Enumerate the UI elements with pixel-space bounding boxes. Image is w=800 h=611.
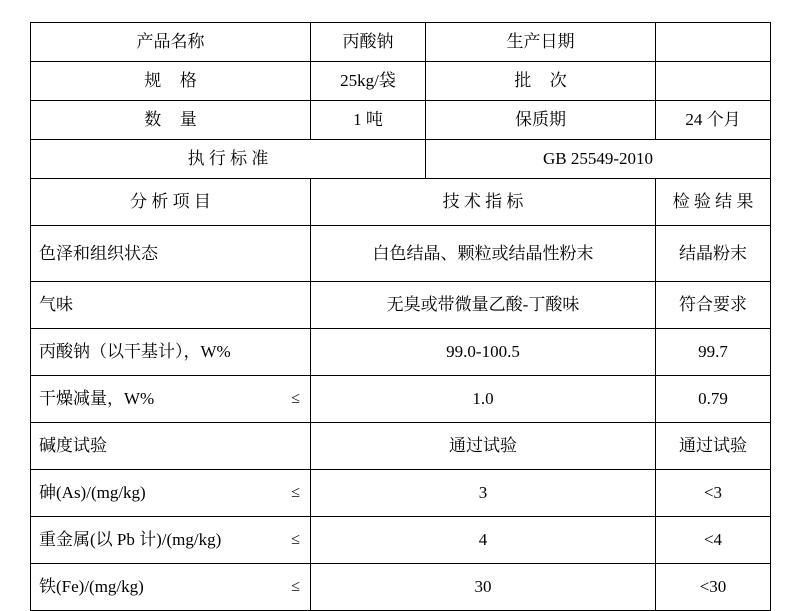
- row-result-value: 99.7: [656, 329, 771, 376]
- table-row: [31, 376, 771, 423]
- row-item-label: [31, 226, 311, 282]
- row-operator: ≤: [291, 531, 300, 548]
- table-row: [31, 23, 771, 62]
- row-operator: ≤: [291, 484, 300, 501]
- field-label-production-date: 生产日期: [426, 23, 656, 62]
- field-label-specification-text: 规 格: [144, 71, 204, 91]
- coa-table: [30, 22, 771, 611]
- table-row: [31, 226, 771, 282]
- row-spec-value: 3: [311, 470, 656, 517]
- row-item-label: [31, 423, 311, 470]
- row-spec-value: 白色结晶、颗粒或结晶性粉末: [311, 226, 656, 282]
- row-result-value: 结晶粉末: [656, 226, 771, 282]
- table-header-row: [31, 179, 771, 226]
- table-row: [31, 329, 771, 376]
- table-row: [31, 140, 771, 179]
- field-value-shelf-life: 24 个月: [656, 101, 771, 140]
- row-spec-value: 4: [311, 517, 656, 564]
- row-item-text: 气味: [39, 295, 73, 315]
- row-result-value: <4: [656, 517, 771, 564]
- row-item-label: [31, 282, 311, 329]
- field-value-production-date: [656, 23, 771, 62]
- field-value-quantity: 1 吨: [311, 101, 426, 140]
- column-header-spec: 技 术 指 标: [311, 179, 656, 226]
- row-item-text: 砷(As)/(mg/kg): [39, 483, 146, 503]
- table-row: [31, 517, 771, 564]
- row-item-label: [31, 376, 311, 423]
- field-label-quantity-text: 数 量: [144, 110, 204, 130]
- table-row: [31, 101, 771, 140]
- row-result-value: <30: [656, 564, 771, 611]
- row-item-label: [31, 564, 311, 611]
- field-value-product-name: 丙酸钠: [311, 23, 426, 62]
- table-row: [31, 423, 771, 470]
- row-item-text: 重金属(以 Pb 计)/(mg/kg): [39, 530, 222, 550]
- row-item-text: 色泽和组织状态: [39, 243, 158, 263]
- table-row: [31, 564, 771, 611]
- field-value-specification: 25kg/袋: [311, 62, 426, 101]
- field-label-standard: 执 行 标 准: [31, 140, 426, 179]
- column-header-result: 检 验 结 果: [656, 179, 771, 226]
- row-result-value: 通过试验: [656, 423, 771, 470]
- row-spec-value: 1.0: [311, 376, 656, 423]
- row-item-label: [31, 329, 311, 376]
- row-operator: ≤: [291, 390, 300, 407]
- row-operator: ≤: [291, 578, 300, 595]
- row-result-value: 符合要求: [656, 282, 771, 329]
- column-header-item: 分 析 项 目: [31, 179, 311, 226]
- row-item-text: 丙酸钠（以干基计），W%: [39, 342, 231, 362]
- field-label-batch: [426, 62, 656, 101]
- field-value-batch: [656, 62, 771, 101]
- table-row: [31, 62, 771, 101]
- row-spec-value: 无臭或带微量乙酸-丁酸味: [311, 282, 656, 329]
- row-item-text: 干燥减量，W%: [39, 389, 155, 409]
- row-spec-value: 通过试验: [311, 423, 656, 470]
- field-label-shelf-life: 保质期: [426, 101, 656, 140]
- field-label-specification: [31, 62, 311, 101]
- row-item-text: 碱度试验: [39, 436, 107, 456]
- row-result-value: <3: [656, 470, 771, 517]
- row-result-value: 0.79: [656, 376, 771, 423]
- row-item-text: 铁(Fe)/(mg/kg): [39, 577, 144, 597]
- row-spec-value: 30: [311, 564, 656, 611]
- row-item-label: [31, 470, 311, 517]
- table-row: [31, 282, 771, 329]
- field-label-batch-text: 批 次: [514, 71, 574, 91]
- field-value-standard: GB 25549-2010: [426, 140, 771, 179]
- table-row: [31, 470, 771, 517]
- row-item-label: [31, 517, 311, 564]
- field-label-product-name: 产品名称: [31, 23, 311, 62]
- row-spec-value: 99.0-100.5: [311, 329, 656, 376]
- field-label-quantity: [31, 101, 311, 140]
